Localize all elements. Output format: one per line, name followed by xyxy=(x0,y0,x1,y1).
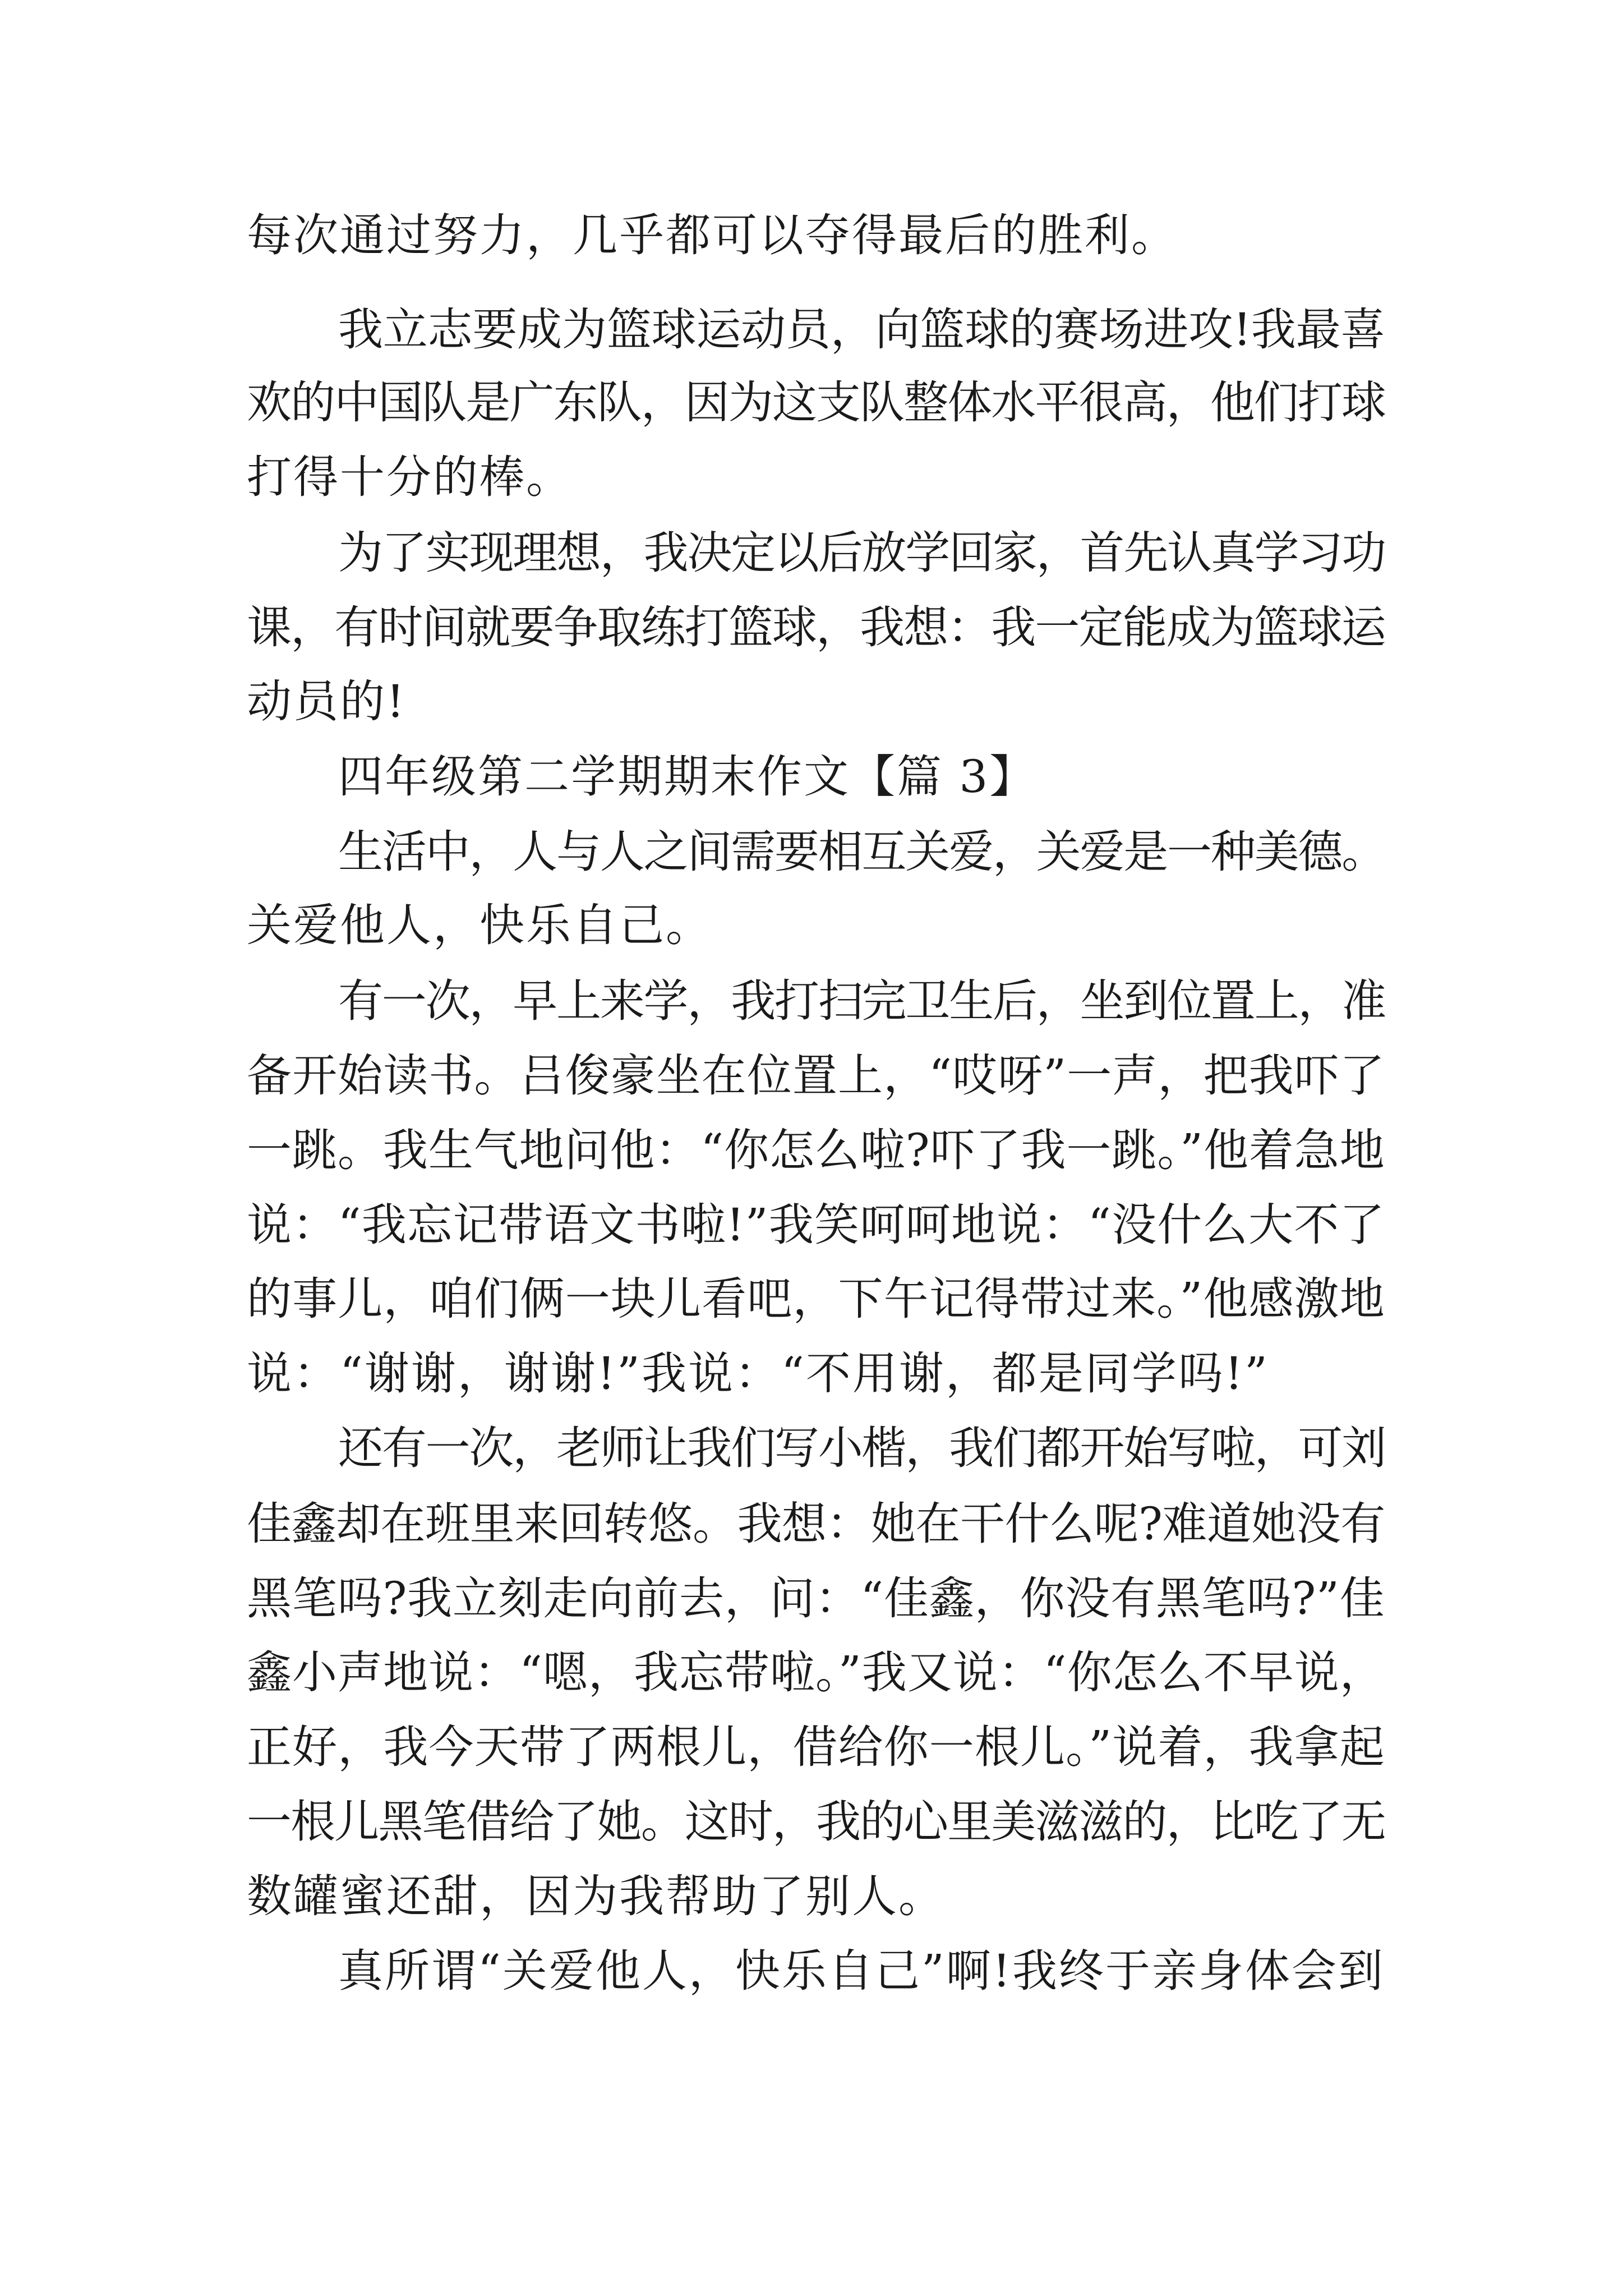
text-line: 一根儿黑笔借给了她。这时，我的心里美滋滋的，比吃了无 xyxy=(247,1796,1385,1848)
text-line: 有一次，早上来学，我打扫完卫生后，坐到位置上，准 xyxy=(338,975,1385,1027)
text-line: 为了实现理想，我决定以后放学回家，首先认真学习功 xyxy=(338,527,1385,579)
text-line: 动员的! xyxy=(247,675,407,728)
text-line: 课，有时间就要争取练打篮球，我想：我一定能成为篮球运 xyxy=(247,601,1385,654)
text-line: 说：“谢谢，谢谢!”我说：“不用谢，都是同学吗!” xyxy=(247,1347,1269,1400)
text-line: 关爱他人，快乐自己。 xyxy=(247,899,712,951)
text-line: 生活中，人与人之间需要相互关爱，关爱是一种美德。 xyxy=(338,826,1385,878)
text-line: 打得十分的棒。 xyxy=(247,451,573,503)
text-line: 备开始读书。吕俊豪坐在位置上，“哎呀”一声，把我吓了 xyxy=(247,1050,1385,1102)
text-line: 真所谓“关爱他人，快乐自己”啊!我终于亲身体会到 xyxy=(338,1945,1385,1997)
text-line: 黑笔吗?我立刻走向前去，问：“佳鑫，你没有黑笔吗?”佳 xyxy=(247,1572,1385,1625)
text-line: 还有一次，老师让我们写小楷，我们都开始写啦，可刘 xyxy=(338,1422,1385,1474)
text-line: 欢的中国队是广东队，因为这支队整体水平很高，他们打球 xyxy=(247,376,1385,429)
text-line: 一跳。我生气地问他：“你怎么啦?吓了我一跳。”他着急地 xyxy=(247,1124,1385,1176)
text-line: 鑫小声地说：“嗯，我忘带啦。”我又说：“你怎么不早说， xyxy=(247,1646,1385,1699)
text-line: 佳鑫却在班里来回转悠。我想：她在干什么呢?难道她没有 xyxy=(247,1498,1385,1550)
text-line: 每次通过努力，几乎都可以夺得最后的胜利。 xyxy=(247,209,1178,261)
text-line: 的事儿，咱们俩一块儿看吧，下午记得带过来。”他感激地 xyxy=(247,1273,1385,1325)
text-line: 数罐蜜还甜，因为我帮助了别人。 xyxy=(247,1870,945,1922)
section-heading: 四年级第二学期期末作文【篇 3】 xyxy=(338,751,1036,803)
text-line: 正好，我今天带了两根儿，借给你一根儿。”说着，我拿起 xyxy=(247,1721,1385,1773)
text-line: 我立志要成为篮球运动员，向篮球的赛场进攻!我最喜 xyxy=(338,303,1386,356)
text-line: 说：“我忘记带语文书啦!”我笑呵呵地说：“没什么大不了 xyxy=(247,1199,1385,1251)
